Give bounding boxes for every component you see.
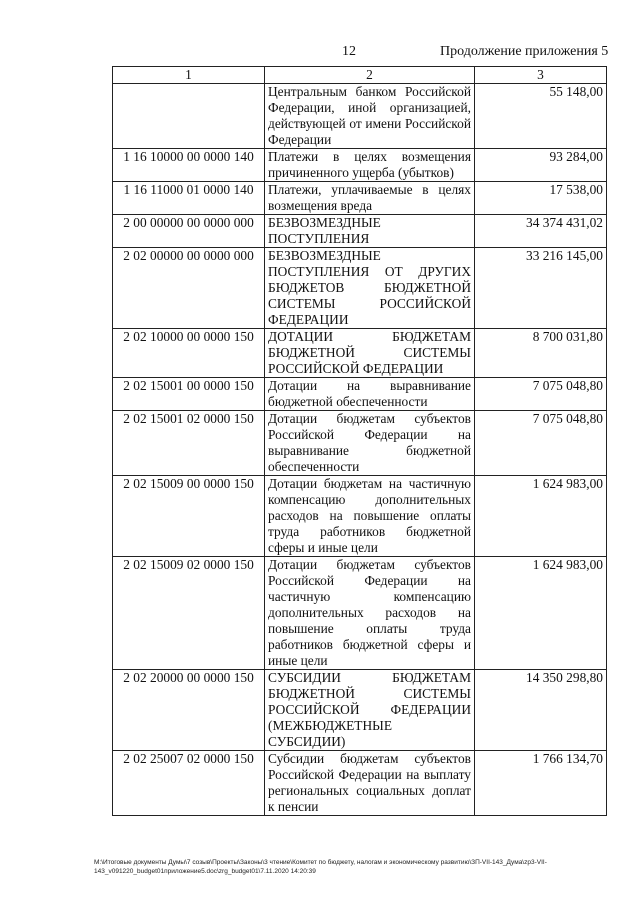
income-name: Дотации бюджетам субъектов Российской Федерации на выравнивание бюджетной обеспеченности — [265, 411, 475, 476]
income-name: БЕЗВОЗМЕЗДНЫЕ ПОСТУПЛЕНИЯ ОТ ДРУГИХ БЮДЖЕТОВ БЮДЖЕТНОЙ СИСТЕМЫ РОССИЙСКОЙ ФЕДЕРАЦИИ — [265, 248, 475, 329]
budget-code: 2 02 15009 02 0000 150 — [113, 557, 265, 670]
budget-code: 1 16 10000 00 0000 140 — [113, 149, 265, 182]
column-header-2: 2 — [265, 67, 475, 84]
amount: 14 350 298,80 — [475, 670, 607, 751]
income-name: ДОТАЦИИ БЮДЖЕТАМ БЮДЖЕТНОЙ СИСТЕМЫ РОССИЙСКОЙ ФЕДЕРАЦИИ — [265, 329, 475, 378]
income-name: Дотации бюджетам субъектов Российской Федерации на частичную компенсацию дополнительных расходов на повышение оплаты труда работников бюджетной сферы и иные цели — [265, 557, 475, 670]
budget-code: 2 02 10000 00 0000 150 — [113, 329, 265, 378]
table-row — [113, 557, 607, 670]
file-path-footer: M:\Итоговые документы Думы\7 созыв\Проекты\Законы\3 чтение\Комитет по бюджету, налогам и экономическому развитию\ЗП-VII-143_Дума\zp3-VII-143_v091220_budget01приложение5.doc\zrg_budget01\7.11.2020 14:20:39 — [94, 859, 547, 875]
amount: 34 374 431,02 — [475, 215, 607, 248]
amount: 93 284,00 — [475, 149, 607, 182]
budget-code: 2 02 25007 02 0000 150 — [113, 751, 265, 816]
budget-code: 2 00 00000 00 0000 000 — [113, 215, 265, 248]
income-name: Платежи, уплачиваемые в целях возмещения вреда — [265, 182, 475, 215]
amount: 1 766 134,70 — [475, 751, 607, 816]
budget-code: 2 02 15001 00 0000 150 — [113, 378, 265, 411]
table-row — [113, 751, 607, 816]
income-name: БЕЗВОЗМЕЗДНЫЕ ПОСТУПЛЕНИЯ — [265, 215, 475, 248]
continuation-title: Продолжение приложения 5 — [440, 44, 609, 59]
table-row — [113, 411, 607, 476]
income-name: Дотации бюджетам на частичную компенсацию дополнительных расходов на повышение оплаты труда работников бюджетной сферы и иные цели — [265, 476, 475, 557]
budget-code: 1 16 11000 01 0000 140 — [113, 182, 265, 215]
table-row — [113, 84, 607, 149]
table-row — [113, 182, 607, 215]
table-row — [113, 378, 607, 411]
table-row — [113, 215, 607, 248]
page-number: 12 — [342, 44, 356, 59]
amount: 55 148,00 — [475, 84, 607, 149]
amount: 1 624 983,00 — [475, 476, 607, 557]
budget-code: 2 02 00000 00 0000 000 — [113, 248, 265, 329]
column-header-1: 1 — [113, 67, 265, 84]
income-name: Центральным банком Российской Федерации, иной организацией, действующей от имени Российской Федерации — [265, 84, 475, 149]
amount: 7 075 048,80 — [475, 378, 607, 411]
amount: 1 624 983,00 — [475, 557, 607, 670]
income-name: Дотации на выравнивание бюджетной обеспеченности — [265, 378, 475, 411]
income-name: СУБСИДИИ БЮДЖЕТАМ БЮДЖЕТНОЙ СИСТЕМЫ РОССИЙСКОЙ ФЕДЕРАЦИИ (МЕЖБЮДЖЕТНЫЕ СУБСИДИИ) — [265, 670, 475, 751]
budget-code: 2 02 15009 00 0000 150 — [113, 476, 265, 557]
budget-code — [113, 84, 265, 149]
income-name: Субсидии бюджетам субъектов Российской Федерации на выплату региональных социальных доплат к пенсии — [265, 751, 475, 816]
budget-table — [112, 66, 607, 816]
amount: 7 075 048,80 — [475, 411, 607, 476]
amount: 17 538,00 — [475, 182, 607, 215]
amount: 33 216 145,00 — [475, 248, 607, 329]
table-row — [113, 476, 607, 557]
table-row — [113, 670, 607, 751]
budget-code: 2 02 20000 00 0000 150 — [113, 670, 265, 751]
amount: 8 700 031,80 — [475, 329, 607, 378]
budget-code: 2 02 15001 02 0000 150 — [113, 411, 265, 476]
table-row — [113, 149, 607, 182]
column-header-3: 3 — [475, 67, 607, 84]
table-header-row — [113, 67, 607, 84]
income-name: Платежи в целях возмещения причиненного ущерба (убытков) — [265, 149, 475, 182]
table-row — [113, 329, 607, 378]
table-row — [113, 248, 607, 329]
